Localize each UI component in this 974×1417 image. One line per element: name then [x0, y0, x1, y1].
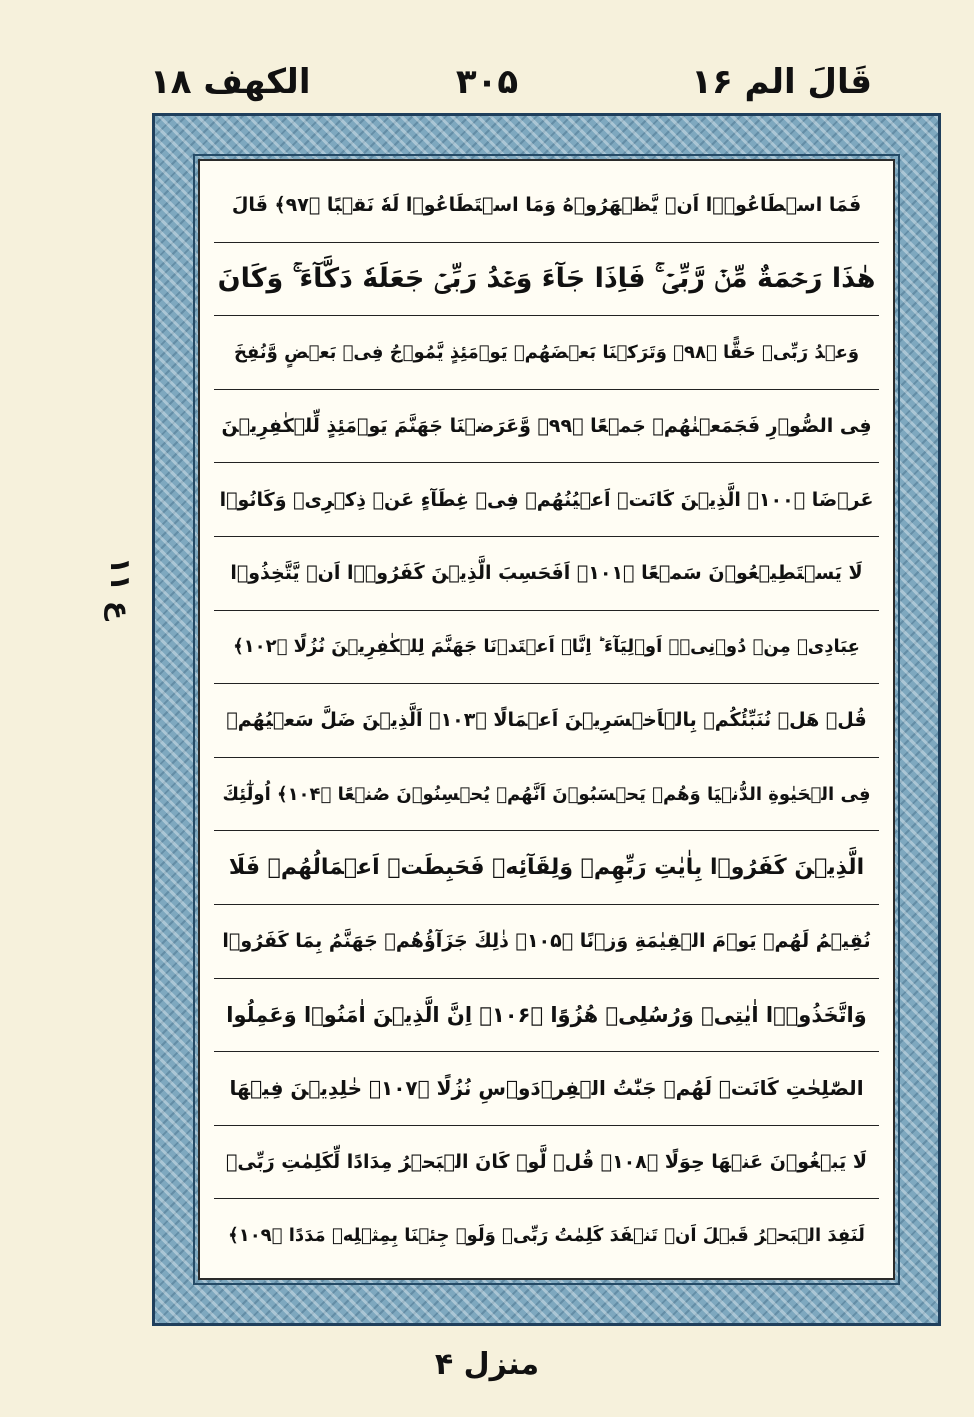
- text-line: الَّذِیۡنَ كَفَرُوۡا بِاٰیٰتِ رَبِّهِمۡ وَلِقَآئِهٖ فَحَبِطَتۡ اَعۡمَالُهُمۡ فَلَا: [214, 831, 879, 905]
- text-line: قُلۡ هَلۡ نُنَبِّئُكُمۡ بِالۡاَخۡسَرِیۡنَ اَعۡمَالًا ﴿۱۰۳﴾ اَلَّذِیۡنَ ضَلَّ سَعۡیُهُمۡ: [214, 684, 879, 758]
- text-line: فِی الۡحَیٰوةِ الدُّنۡیَا وَهُمۡ یَحۡسَبُوۡنَ اَنَّهُمۡ یُحۡسِنُوۡنَ صُنۡعًا ﴿۱۰۴﴾ اُولٰٓئِكَ: [214, 758, 879, 832]
- ornamental-border: [152, 113, 941, 1326]
- text-line: فَمَا اسۡطَاعُوۡۤا اَنۡ یَّظۡهَرُوۡهُ وَمَا اسۡتَطَاعُوۡا لَهٗ نَقۡبًا ﴿۹۷﴾ قَالَ: [214, 169, 879, 243]
- text-line: عَرۡضَا ﴿۱۰۰﴾ الَّذِیۡنَ كَانَتۡ اَعۡیُنُهُمۡ فِیۡ غِطَآءٍ عَنۡ ذِكۡرِیۡ وَكَانُوۡا: [214, 463, 879, 537]
- text-line: لَا یَبۡغُوۡنَ عَنۡهَا حِوَلًا ﴿۱۰۸﴾ قُلۡ لَّوۡ كَانَ الۡبَحۡرُ مِدَادًا لِّكَلِمٰتِ رَبِّیۡ: [214, 1126, 879, 1200]
- text-line: عِبَادِیۡ مِنۡ دُوۡنِیۡۤ اَوۡلِیَآءَ ؕ اِنَّاۤ اَعۡتَدۡنَا جَهَنَّمَ لِلۡكٰفِرِیۡنَ نُزُلًا ﴿۱۰۲﴾: [214, 611, 879, 685]
- juz-name: قَالَ الم ۱۶: [691, 62, 872, 102]
- manzil-footer: منزل ۴: [434, 1347, 540, 1382]
- text-line: وَعۡدُ رَبِّیۡ حَقًّا ﴿۹۸﴾ وَتَرَكۡنَا بَعۡضَهُمۡ یَوۡمَئِذٍ یَّمُوۡجُ فِیۡ بَعۡضٍ وَّنُفِخَ: [214, 316, 879, 390]
- verse-lines: [214, 169, 879, 1272]
- ruku-marker: ع ۱۱: [104, 556, 137, 620]
- text-line: وَاتَّخَذُوۡۤا اٰیٰتِیۡ وَرُسُلِیۡ هُزُوًا ﴿۱۰۶﴾ اِنَّ الَّذِیۡنَ اٰمَنُوۡا وَعَمِلُوا: [214, 979, 879, 1053]
- text-line: لَا یَسۡتَطِیۡعُوۡنَ سَمۡعًا ﴿۱۰۱﴾ اَفَحَسِبَ الَّذِیۡنَ كَفَرُوۡۤا اَنۡ یَّتَّخِذُوۡا: [214, 537, 879, 611]
- surah-name: الکھف ۱۸: [150, 62, 311, 102]
- text-line: نُقِیۡمُ لَهُمۡ یَوۡمَ الۡقِیٰمَةِ وَزۡنًا ﴿۱۰۵﴾ ذٰلِكَ جَزَآؤُهُمۡ جَهَنَّمُ بِمَا كَفَرُوۡا: [214, 905, 879, 979]
- text-line: لَنَفِدَ الۡبَحۡرُ قَبۡلَ اَنۡ تَنۡفَدَ كَلِمٰتُ رَبِّیۡ وَلَوۡ جِئۡنَا بِمِثۡلِهٖ مَدَدًا ﴿۱۰۹﴾: [228, 1225, 865, 1247]
- text-line: الصّٰلِحٰتِ كَانَتۡ لَهُمۡ جَنّٰتُ الۡفِرۡدَوۡسِ نُزُلًا ﴿۱۰۷﴾ خٰلِدِیۡنَ فِیۡهَا: [214, 1052, 879, 1126]
- page-number: ۳۰۵: [455, 62, 519, 102]
- text-panel: [198, 159, 895, 1280]
- page-header: [0, 52, 974, 112]
- text-line: فِی الصُّوۡرِ فَجَمَعۡنٰهُمۡ جَمۡعًا ﴿۹۹﴾ وَّعَرَضۡنَا جَهَنَّمَ یَوۡمَئِذٍ لِّلۡكٰفِرِیۡنَ: [214, 390, 879, 464]
- text-line: هٰذَا رَحۡمَةٌ مِّنۡ رَّبِّیۡ ۚ فَاِذَا جَآءَ وَعۡدُ رَبِّیۡ جَعَلَهٗ دَكَّآءَ ۚ وَكَانَ: [214, 243, 879, 317]
